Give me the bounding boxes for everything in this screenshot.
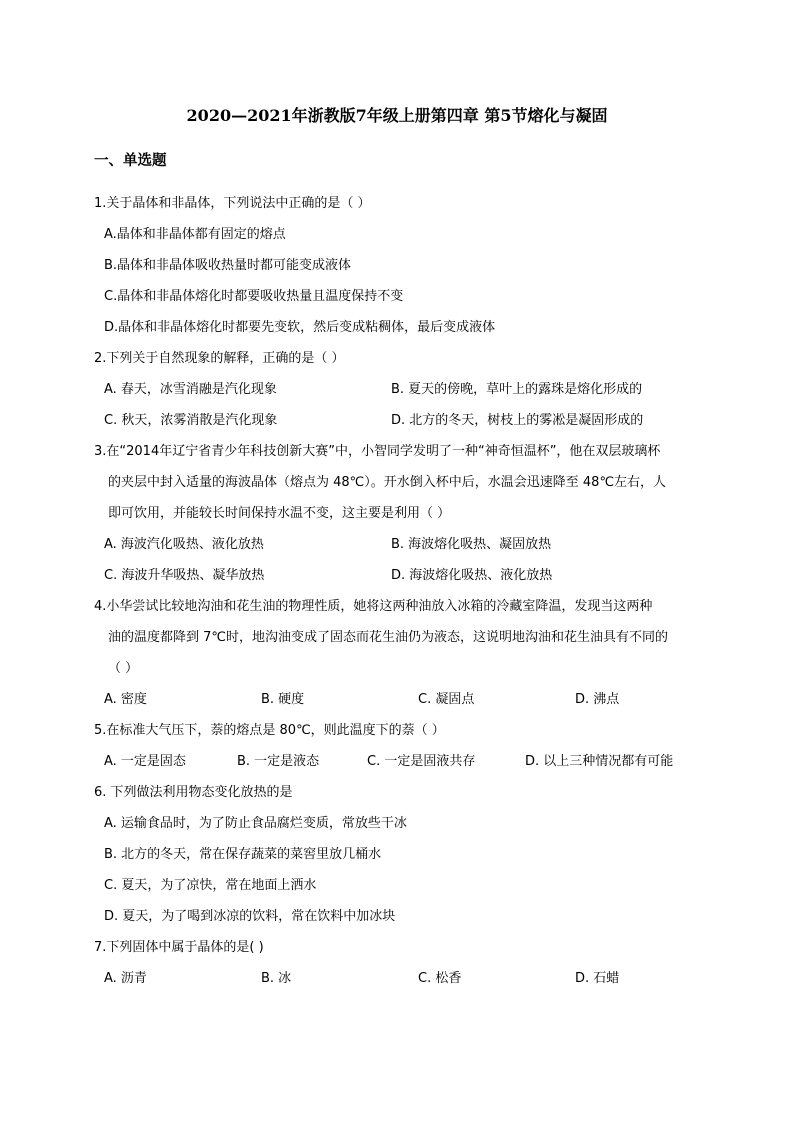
question-6 [94, 777, 714, 932]
option-c: C. 松香 [418, 971, 462, 986]
option-row [94, 560, 714, 591]
stem-line: 4.小华尝试比较地沟油和花生油的物理性质，她将这两种油放入冰箱的冷藏室降温，发现当这两种 [94, 599, 653, 614]
option-d: D. 石蜡 [575, 971, 620, 986]
option-a: A. 春天，冰雪消融是汽化现象 [104, 382, 277, 397]
stem-line: 油的温度都降到 7℃时，地沟油变成了固态而花生油仍为液态，这说明地沟油和花生油具有不同的 [108, 630, 669, 645]
page-title: 2020—2021年浙教版7年级上册第四章 第5节熔化与凝固 [186, 106, 608, 125]
option-list [94, 219, 714, 343]
option-b: B.晶体和非晶体吸收热量时都可能变成液体 [104, 258, 352, 273]
stem-line: （ ） [108, 661, 139, 676]
option-b: B. 硬度 [261, 692, 305, 707]
stem-line: 3.在“2014年辽宁省青少年科技创新大赛”中，小智同学发明了一种“神奇恒温杯”，他在双层玻璃杯 [94, 444, 661, 459]
question-stem [94, 436, 714, 529]
question-2 [94, 343, 714, 436]
option-b: B. 北方的冬天，常在保存蔬菜的菜窖里放几桶水 [104, 847, 382, 862]
option-a: A. 海波汽化吸热、液化放热 [104, 537, 264, 552]
option-d: D. 海波熔化吸热、液化放热 [391, 568, 553, 583]
option-a: A. 一定是固态 [104, 754, 186, 769]
question-7 [94, 932, 714, 994]
question-stem: 6. 下列做法利用物态变化放热的是 [94, 785, 293, 800]
option-b: B. 海波熔化吸热、凝固放热 [391, 537, 552, 552]
option-c: C. 海波升华吸热、凝华放热 [104, 568, 265, 583]
option-a: A. 密度 [104, 692, 147, 707]
question-5 [94, 715, 714, 777]
question-1 [94, 188, 714, 343]
question-3 [94, 436, 714, 591]
option-c: C.晶体和非晶体熔化时都要吸收热量且温度保持不变 [104, 289, 404, 304]
question-stem: 1.关于晶体和非晶体，下列说法中正确的是（ ） [94, 196, 371, 211]
section-heading: 一、单选题 [94, 153, 167, 169]
option-list [94, 808, 714, 932]
option-d: D. 以上三种情况都有可能 [525, 754, 674, 769]
option-d: D. 夏天，为了喝到冰凉的饮料，常在饮料中加冰块 [104, 909, 396, 924]
option-b: B. 一定是液态 [237, 754, 320, 769]
option-d: D. 沸点 [575, 692, 620, 707]
option-row [94, 746, 714, 777]
option-c: C. 夏天，为了凉快，常在地面上洒水 [104, 878, 317, 893]
option-b: B. 夏天的傍晚，草叶上的露珠是熔化形成的 [391, 382, 643, 397]
option-a: A. 运输食品时，为了防止食品腐烂变质，常放些干冰 [104, 816, 407, 831]
option-a: A. 沥青 [104, 971, 147, 986]
question-stem: 5.在标准大气压下，萘的熔点是 80℃，则此温度下的萘（ ） [94, 723, 445, 738]
stem-line: 即可饮用，并能较长时间保持水温不变，这主要是利用（ ） [108, 506, 451, 521]
option-c: C. 一定是固液共存 [367, 754, 476, 769]
option-row [94, 529, 714, 560]
option-c: C. 秋天，浓雾消散是汽化现象 [104, 413, 278, 428]
option-d: D.晶体和非晶体熔化时都要先变软，然后变成粘稠体，最后变成液体 [104, 320, 496, 335]
option-d: D. 北方的冬天，树枝上的雾凇是凝固形成的 [391, 413, 644, 428]
option-row [94, 684, 714, 715]
question-4 [94, 591, 714, 715]
option-b: B. 冰 [261, 971, 292, 986]
option-row [94, 374, 714, 405]
question-stem: 7.下列固体中属于晶体的是( ) [94, 940, 264, 955]
option-row [94, 405, 714, 436]
option-row [94, 963, 714, 994]
question-stem [94, 591, 714, 684]
question-stem: 2.下列关于自然现象的解释，正确的是（ ） [94, 351, 345, 366]
question-list [94, 188, 714, 994]
option-a: A.晶体和非晶体都有固定的熔点 [104, 227, 286, 242]
option-c: C. 凝固点 [418, 692, 475, 707]
stem-line: 的夹层中封入适量的海波晶体（熔点为 48℃）。开水倒入杯中后，水温会迅速降至 48℃左右，人 [108, 475, 667, 490]
